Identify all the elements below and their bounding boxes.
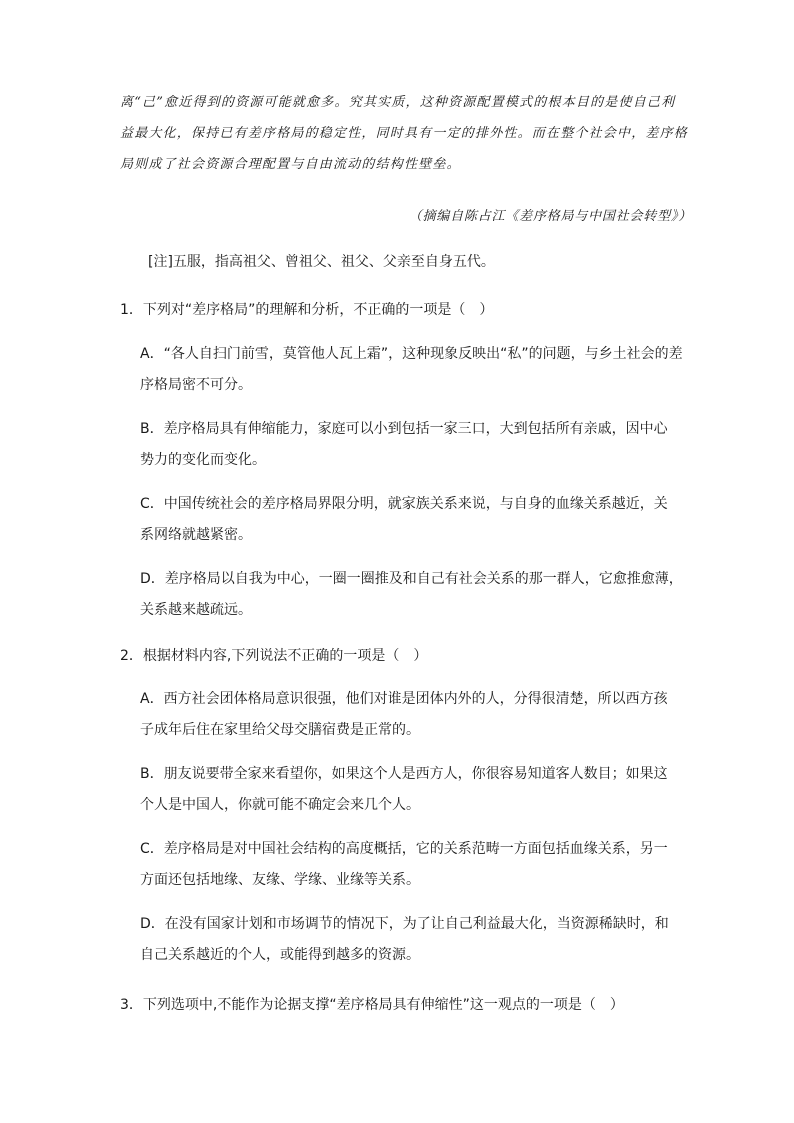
question-2-option-a xyxy=(140,684,680,746)
question-2-option-c xyxy=(140,834,680,896)
passage-line: 离“己”愈近得到的资源可能就愈多。究其实质，这种资源配置模式的根本目的是使自己利 xyxy=(120,95,676,110)
footnote: [注]五服，指高祖父、曾祖父、祖父、父亲至自身五代。 xyxy=(148,254,495,270)
option-line: D．在没有国家计划和市场调节的情况下，为了让自己利益最大化，当资源稀缺时，和 xyxy=(140,916,669,932)
source-citation: （摘编自陈占江《差序格局与中国社会转型》） xyxy=(408,209,692,224)
question-1-option-b xyxy=(140,414,680,476)
question-3-stem: 3．下列选项中,不能作为论据支撑“差序格局具有伸缩性”这一观点的一项是（ ） xyxy=(120,997,624,1013)
option-line: A．“各人自扫门前雪，莫管他人瓦上霜”，这种现象反映出“私”的问题，与乡土社会的差 xyxy=(140,346,683,362)
option-line: 序格局密不可分。 xyxy=(140,377,252,393)
question-1-option-d xyxy=(140,564,683,626)
question-1-option-c xyxy=(140,489,680,551)
option-line: B．朋友说要带全家来看望你，如果这个人是西方人，你很容易知道客人数目；如果这 xyxy=(140,766,668,782)
option-line: 方面还包括地缘、友缘、学缘、业缘等关系。 xyxy=(140,872,420,888)
option-line: D．差序格局以自我为中心，一圈一圈推及和自己有社会关系的那一群人，它愈推愈薄， xyxy=(140,571,683,587)
option-line: A．西方社会团体格局意识很强，他们对谁是团体内外的人，分得很清楚，所以西方孩 xyxy=(140,691,668,707)
question-1-option-a xyxy=(140,339,683,401)
option-line: 子成年后住在家里给父母交膳宿费是正常的。 xyxy=(140,722,420,738)
passage-line: 益最大化，保持已有差序格局的稳定性，同时具有一定的排外性。而在整个社会中，差序格 xyxy=(120,126,689,141)
option-line: 关系越来越疏远。 xyxy=(140,602,252,618)
option-line: 势力的变化而变化。 xyxy=(140,452,266,468)
option-line: 系网络就越紧密。 xyxy=(140,527,252,543)
option-line: 自己关系越近的个人，或能得到越多的资源。 xyxy=(140,947,420,963)
question-2-option-b xyxy=(140,759,680,821)
passage-paragraph xyxy=(120,87,689,180)
question-1-stem: 1．下列对“差序格局”的理解和分析，不正确的一项是（ ） xyxy=(120,302,494,318)
option-line: B．差序格局具有伸缩能力，家庭可以小到包括一家三口，大到包括所有亲戚，因中心 xyxy=(140,421,668,437)
option-line: C．差序格局是对中国社会结构的高度概括，它的关系范畴一方面包括血缘关系，另一 xyxy=(140,841,668,857)
passage-line: 局则成了社会资源合理配置与自由流动的结构性壁垒。 xyxy=(120,157,461,172)
option-line: C．中国传统社会的差序格局界限分明，就家族关系来说，与自身的血缘关系越近，关 xyxy=(140,496,668,512)
question-2-stem: 2．根据材料内容,下列说法不正确的一项是（ ） xyxy=(120,648,428,664)
question-2-option-d xyxy=(140,909,680,971)
option-line: 个人是中国人，你就可能不确定会来几个人。 xyxy=(140,797,420,813)
